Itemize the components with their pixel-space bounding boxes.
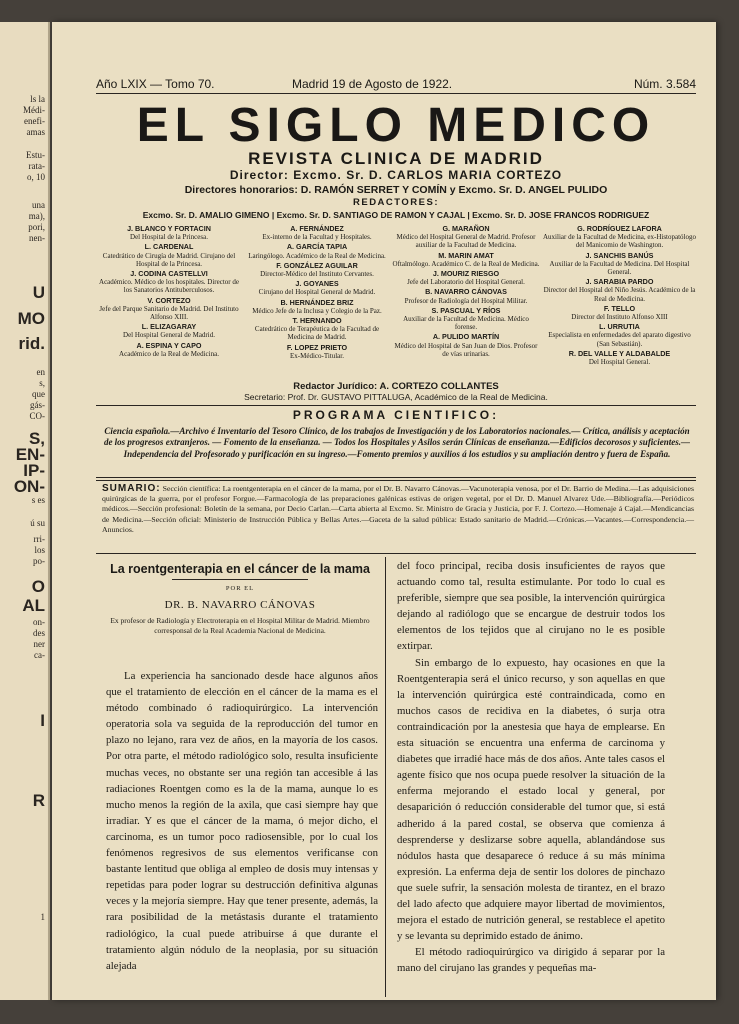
column-divider bbox=[385, 557, 386, 997]
editor-name: F. TELLO bbox=[603, 303, 636, 313]
editor-description: Profesor de Radiología del Hospital Militar. bbox=[404, 296, 528, 305]
article-author: DR. B. NAVARRO CÁNOVAS bbox=[164, 599, 316, 611]
redactores-heading: REDACTORES: bbox=[353, 197, 439, 208]
editors-column-2 bbox=[245, 223, 389, 360]
editor-description: Director del Instituto Alfonso XIII bbox=[571, 313, 668, 322]
legal-editor: Redactor Jurídico: A. CORTEZO COLLANTES bbox=[293, 381, 499, 392]
editor-name: J. SARABIA PARDO bbox=[585, 277, 654, 287]
prev-page-fragment: U bbox=[32, 283, 45, 302]
editor-name: J. CODINA CASTELLVI bbox=[130, 269, 208, 279]
previous-page-edge bbox=[0, 22, 50, 1000]
editor-name: A. GARCÍA TAPIA bbox=[286, 242, 348, 252]
sumario-block bbox=[102, 484, 694, 535]
prev-page-fragment: s, bbox=[39, 378, 45, 388]
left-paragraph-1: La experiencia ha sancionado desde hace algunos años que el tratamiento de elección en el cáncer de la mama es el método combinado ó radioquirúrgico. La intervención operatoria sola va seguida de la reproducción del tumor en plazo no lejano, rara vez de años, en la mayoría de los casos. Por otra parte, el método radiológico solo, resulta insuficiente muchas veces, no obstante ser una región tan accesible á las radiaciones Roentgen como es la de la mama, aunque lo es mucho menos la región de la axila, que casi siempre hay que irradiar. Y es que el cáncer de la mama, ó mejor dicho, el carcinoma, es un tumor poco radiosensible, por lo cual los fenómenos regresivos de sus elementos verificanse con bastante lentitud que obliga al empleo de dosis muy intensas y repetidas para poder lograr su destrucción definitiva algunas veces y la mejoría siempre. Hay que tener presente, además, la rara posibilidad de la metástasis durante el tratamiento radiológico, la cual puede atribuirse á que durante el tratamiento algún nódulo de la neoplasia, por su situación alejada bbox=[106, 670, 378, 972]
editor-name: J. MOURIZ RIESGO bbox=[432, 269, 500, 279]
volume-label: Año LXIX — Tomo 70. bbox=[96, 77, 215, 91]
prev-page-fragment: IP- bbox=[23, 461, 45, 480]
prev-page-fragment: CO- bbox=[29, 411, 45, 421]
programa-title: PROGRAMA CIENTIFICO: bbox=[292, 408, 500, 422]
editor-description: Catedrático de Cirugía de Madrid. Cirujano del Hospital de la Princesa. bbox=[102, 251, 236, 268]
sumario-rule bbox=[96, 553, 696, 554]
editor-description: Jefe del Laboratorio del Hospital General. bbox=[407, 278, 525, 287]
editor-description: Director-Médico del Instituto Cervantes. bbox=[260, 270, 374, 279]
prev-page-fragment: on- bbox=[33, 617, 45, 627]
prev-page-fragment: MO bbox=[17, 309, 45, 328]
article-byline-por: POR EL bbox=[225, 585, 255, 592]
editor-name: A. ESPINA Y CAPO bbox=[136, 340, 202, 350]
editors-column-3 bbox=[392, 223, 540, 358]
prev-page-fragment: 1 bbox=[40, 912, 45, 922]
newspaper-page bbox=[52, 22, 716, 1000]
editor-description: Laringólogo. Académico de la Real de Medicina. bbox=[248, 251, 386, 260]
sumario-label: SUMARIO: bbox=[102, 483, 161, 494]
prev-page-fragment: po- bbox=[33, 556, 45, 566]
editor-description: Cirujano del Hospital General de Madrid. bbox=[258, 288, 376, 297]
prev-page-fragment: s es bbox=[31, 495, 45, 505]
editor-name: G. RODRÍGUEZ LAFORA bbox=[577, 224, 662, 233]
editor-description: Catedrático de Terapéutica de la Facultad de Medicina de Madrid. bbox=[254, 325, 380, 342]
article-right-column bbox=[397, 558, 665, 976]
programa-rule-bottom-2 bbox=[96, 480, 696, 481]
prev-page-fragment: EN- bbox=[15, 445, 45, 464]
editor-name: A. FERNÁNDEZ bbox=[290, 224, 344, 233]
editor-description: Auxiliar de la Facultad de Medicina. Médico forense. bbox=[403, 315, 529, 332]
editor-name: L. ELIZAGARAY bbox=[141, 322, 197, 332]
prev-page-fragment: ner bbox=[33, 639, 45, 649]
editor-name: R. DEL VALLE Y ALDABALDE bbox=[568, 348, 671, 358]
masthead-title: EL SIGLO MEDICO bbox=[136, 99, 656, 152]
prev-page-fragment: o, 10 bbox=[27, 172, 45, 182]
programa-rule-bottom bbox=[96, 477, 696, 478]
editors-column-1 bbox=[96, 223, 242, 358]
prev-page-fragment: ú su bbox=[30, 518, 45, 528]
prev-page-fragment: Estu- bbox=[26, 150, 45, 160]
issue-number: Núm. 3.584 bbox=[633, 77, 696, 91]
prev-page-fragment: R bbox=[32, 791, 45, 810]
editor-description: Ex-Médico-Titular. bbox=[290, 351, 344, 360]
editor-description: Académico de la Real de Medicina. bbox=[119, 349, 219, 358]
prev-page-fragment: que bbox=[32, 389, 45, 399]
prev-page-fragment: rri- bbox=[33, 534, 45, 544]
editors-column-4 bbox=[543, 223, 696, 366]
right-paragraph-0: del foco principal, reciba dosis insuficientes de rayos que actuando como tal, resulta estimulante. Por todo lo cual es preferible, siempre que sea posible, la intervención quirúrgica dejando al radiólogo que se encargue de destruir todos los elementos de los tejidos que al cirujano no le es posible extirpar. bbox=[397, 560, 665, 653]
prev-page-fragment: O bbox=[31, 577, 45, 596]
top-rule bbox=[96, 93, 696, 94]
editor-description: Oftalmólogo. Académico C. de la Real de Medicina. bbox=[392, 259, 540, 268]
lead-editors: Excmo. Sr. D. AMALIO GIMENO | Excmo. Sr. D. SANTIAGO DE RAMON Y CAJAL | Excmo. Sr. D. JOSE FRANCOS RODRIGUEZ bbox=[142, 210, 650, 220]
prev-page-fragment: des bbox=[33, 628, 45, 638]
editor-name: T. HERNANDO bbox=[292, 316, 342, 326]
prev-page-fragment: enefi- bbox=[24, 116, 45, 126]
sumario-text: Sección científica: La roentgenterapia en el cáncer de la mama, por el Dr. B. Navarro Cánovas.—Vacunoterapia venosa, por el Dr. Barrio de Medina.—Las adquisiciones quirúrgicas de la guerra, por el profesor Forgue.—Farmacología de las preparaciones galénicas estivas de origen vegetal, por el Dr. D. Manuel Alvarez Ude.—Bibliografía.—Periódicos médicos.—Sección profesional: Boletín de la semana, por Decio Carlan.—Carta abierta al Excmo. Sr. Ministro de Gracia y Justicia, por F. J. Cortezo.—Homenaje á Cajal.—Mendicancias de Medicina.—Sección oficial: Ministerio de Instrucción Pública y Bellas Artes.—Gaceta de la salud pública: Estado sanitario de Madrid.—Crónicas.—Vacantes.—Correspondencia.—Anuncios. bbox=[102, 484, 694, 534]
prev-page-fragment: una bbox=[32, 200, 45, 210]
editor-description: Del Hospital General. bbox=[588, 358, 651, 367]
editor-description: Director del Hospital del Niño Jesús. Académico de la Real de Medicina. bbox=[543, 286, 696, 303]
prev-page-fragment: rata- bbox=[28, 161, 45, 171]
editor-description: Médico del Hospital de San Juan de Dios. Profesor de vías urinarias. bbox=[394, 341, 538, 358]
prev-page-fragment: ma), bbox=[28, 211, 45, 221]
prev-page-fragment: en bbox=[36, 367, 45, 377]
editor-description: Jefe del Parque Sanitario de Madrid. Del Instituto Alfonso XIII. bbox=[99, 304, 239, 322]
editor-name: S. PASCUAL Y RÍOS bbox=[431, 305, 501, 315]
prev-page-fragment: I bbox=[40, 711, 45, 730]
editor-description: Académico. Médico de los hospitales. Director de los Sanatorios Antituberculosos. bbox=[99, 278, 239, 295]
right-paragraph-1: Sin embargo de lo expuesto, hay ocasiones en que la Roentgenterapia será el único recurso, y son aquellas en que la intervención quirúrgica esté contraindicada, como en muchos casos de recidiva en la diabetes, ó surja otra contraindicación por la anestesia que haya de emplearse. En esta situación se encuentra una enferma de carcinoma y diabetes que irradié hace más de dos años. Ante tales casos el agente físico que nos ocupa puede resolver la situación de la enferma mejorando el estado local y general, por desaparición ó reducción considerable del tumor que, si está adherido á la pared costal, se observa que comienza á desprenderse y deslizarse sobre aquella, ablandándose sus nódulos hasta que desaparece ó reduce á su más mínima expresión. La enferma deja de sentir los dolores de pinchazo que suele sufrir, la sensación molesta de tirantez, en el brazo del lado afecto que adquiere mayor libertad de movimientos, mejora el estado de nutrición general, se restablece el apetito y se levanta su deprimido estado de ánimo. bbox=[397, 656, 665, 943]
title-underline bbox=[172, 579, 308, 580]
prev-page-fragment: los bbox=[34, 545, 45, 555]
article-left-column bbox=[106, 668, 378, 974]
programa-rule-top bbox=[96, 405, 696, 406]
editor-name: G. MARAÑON bbox=[442, 224, 490, 233]
editor-description: Médico del Hospital General de Madrid. Profesor auxiliar de la Facultad de Medicina. bbox=[396, 233, 536, 250]
editor-name: F. GONZÁLEZ AGUILAR bbox=[276, 260, 358, 270]
prev-page-fragment: nen- bbox=[29, 233, 45, 243]
author-credentials: Ex profesor de Radiología y Electroterapia en el Hospital Militar de Madrid. Miembro corresponsal de la Real Academia Nacional de Medicina. bbox=[110, 616, 370, 635]
prev-page-fragment: ca- bbox=[34, 650, 45, 660]
prev-page-fragment: AL bbox=[22, 596, 45, 615]
right-paragraph-2: El método radioquirúrgico va dirigido á separar por la mano del cirujano las grandes y pequeñas ma- bbox=[397, 946, 665, 975]
article-title: La roentgenterapia en el cáncer de la mama bbox=[110, 562, 370, 576]
issue-date: Madrid 19 de Agosto de 1922. bbox=[292, 77, 453, 91]
editor-name: B. HERNÁNDEZ BRIZ bbox=[280, 297, 354, 307]
prev-page-fragment: gás- bbox=[30, 400, 45, 410]
prev-page-fragment: ls la bbox=[30, 94, 45, 104]
secretary-line: Secretario: Prof. Dr. GUSTAVO PITTALUGA, Académico de la Real de Medicina. bbox=[244, 392, 548, 402]
editor-name: V. CORTEZO bbox=[147, 295, 191, 305]
editor-name: F. LOPEZ PRIETO bbox=[286, 342, 348, 352]
editor-name: L. CARDENAL bbox=[144, 242, 194, 252]
prev-page-fragment: amas bbox=[26, 127, 45, 137]
editor-description: Del Hospital General de Madrid. bbox=[123, 331, 215, 340]
prev-page-fragment: pori, bbox=[28, 222, 45, 232]
editor-description: Especialista en enfermedades del aparato digestivo (San Sebastián). bbox=[548, 331, 691, 348]
editor-description: Auxiliar de la Facultad de Medicina. Del Hospital General. bbox=[549, 259, 690, 277]
editor-description: Médico Jefe de la Inclusa y Colegio de la Paz. bbox=[252, 306, 382, 315]
editor-description: Ex-interno de la Facultad y Hospitales. bbox=[262, 233, 372, 242]
prev-page-fragment: rid. bbox=[18, 334, 45, 353]
prev-page-fragment: S, bbox=[28, 429, 45, 448]
editor-name: A. PULIDO MARTÍN bbox=[432, 332, 500, 342]
editor-name: J. SANCHIS BANÚS bbox=[585, 250, 654, 260]
editor-name: B. NAVARRO CÁNOVAS bbox=[425, 287, 507, 297]
honorary-directors: Directores honorarios: D. RAMÓN SERRET Y COMÍN y Excmo. Sr. D. ANGEL PULIDO bbox=[184, 184, 608, 196]
masthead-subtitle: REVISTA CLINICA DE MADRID bbox=[248, 149, 544, 168]
director-line: Director: Excmo. Sr. D. CARLOS MARIA CORTEZO bbox=[229, 168, 563, 182]
editor-name: J. GOYANES bbox=[295, 279, 339, 289]
prev-page-fragment: Médi- bbox=[23, 105, 45, 115]
editor-description: Del Hospital de la Princesa. bbox=[130, 233, 208, 242]
prev-page-fragment: ON- bbox=[13, 477, 45, 496]
editor-name: M. MARIN AMAT bbox=[438, 250, 494, 260]
editor-name: J. BLANCO Y FORTACIN bbox=[127, 224, 211, 233]
programa-text: Ciencia española.—Archivo é Inventario del Tesoro Clínico, de los trabajos de Investigación y de los Laboratorios nacionales.— Crítica, análisis y aceptación de los progresos extranjeros. — Fomento de la enseñanza. — Todos los Hospitales y Asilos serán Clínicas de enseñanza.—Edificios decorosos y suficientes.—Independencia del Profesorado y purificación en su ingreso.—Fomento premios y auxilios á los estudios y su ampliación dentro y fuera de España. bbox=[103, 426, 691, 459]
editor-name: L. URRUTIA bbox=[599, 322, 640, 332]
editor-description: Auxiliar de la Facultad de Medicina, ex-Histopatólogo del Manicomio de Washington. bbox=[543, 233, 696, 250]
